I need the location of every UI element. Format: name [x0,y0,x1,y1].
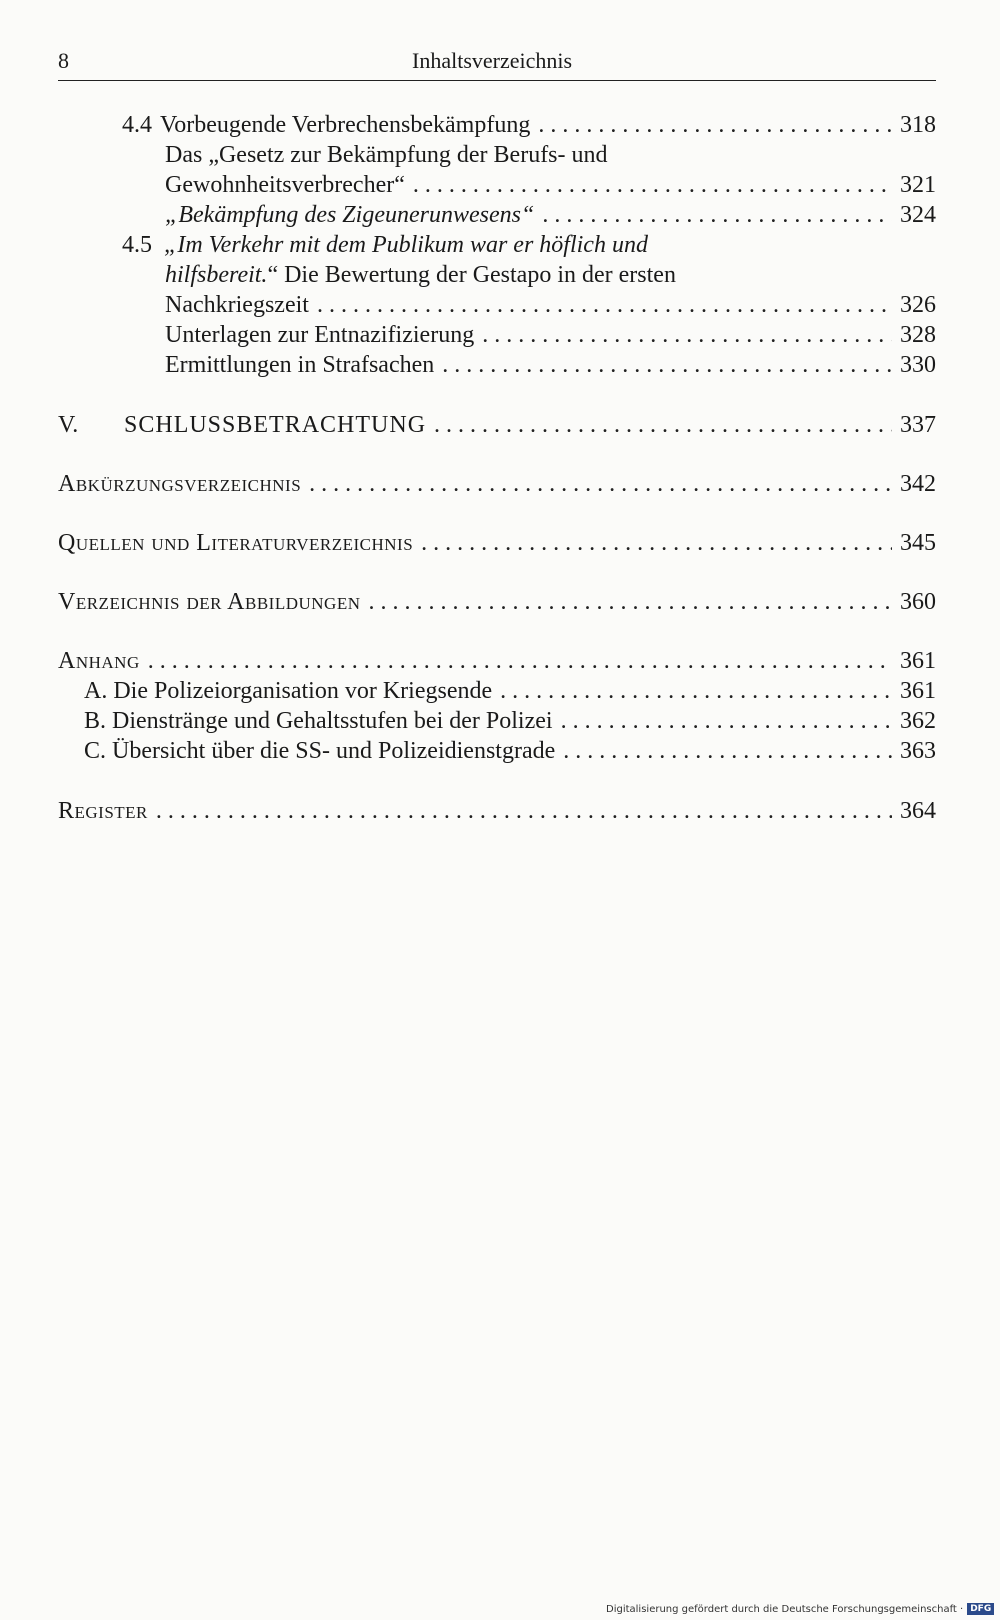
dot-leader [369,587,893,617]
toc-title: Ermittlungen in Strafsachen [165,352,435,378]
toc-entry-4-4a-line1[interactable]: Das „Gesetz zur Bekämpfung der Berufs- und [165,142,608,168]
toc-title: Quellen und Literaturverzeichnis [58,530,414,556]
toc-entry-4-5-line1[interactable] [122,230,648,260]
toc-number: 4.4 [122,112,152,138]
toc-page: 361 [900,648,936,674]
running-title: Inhaltsverzeichnis [412,48,573,73]
toc-number: 4.5 [122,232,152,258]
toc-title: Anhang [58,648,140,674]
toc-entry-abbildungen[interactable] [58,587,936,617]
toc-title: Vorbeugende Verbrechensbekämpfung [160,112,531,138]
toc-page: 324 [900,202,936,228]
toc-title: C. Übersicht über die SS- und Polizeidienstgrade [84,738,556,764]
toc-page: 362 [900,708,936,734]
toc-entry-4-5b[interactable] [165,350,936,380]
toc-page: 337 [900,412,936,438]
toc-title-italic: hilfsbereit. [165,262,268,288]
dot-leader [317,290,892,320]
toc-entry-4-4a[interactable] [165,170,936,200]
page-number: 8 [58,48,69,73]
dot-leader [156,796,892,826]
toc-title: Register [58,798,148,824]
toc-title-rest: “ Die Bewertung der Gestapo in der ersten [267,262,676,288]
toc-page: 328 [900,322,936,348]
toc-page: 318 [900,112,936,138]
toc-entry-register[interactable] [58,796,936,826]
toc-page: 364 [900,798,936,824]
toc-title: Unterlagen zur Entnazifizierung [165,322,475,348]
toc-entry-4-4b[interactable] [165,200,936,230]
toc-entry-4-5a[interactable] [165,320,936,350]
toc-entry-abkuerzungen[interactable] [58,469,936,499]
toc-title: Nachkriegszeit [165,292,309,318]
toc-page: 360 [900,589,936,615]
dot-leader [413,170,892,200]
dot-leader [542,200,892,230]
dot-leader [434,410,892,440]
dot-leader [563,736,892,766]
toc-title: A. Die Polizeiorganisation vor Kriegsende [84,678,493,704]
toc-entry-chapter-v[interactable] [58,410,936,440]
toc-entry-quellen[interactable] [58,528,936,558]
toc-title: Verzeichnis der Abbildungen [58,589,361,615]
toc-entry-anhang-c[interactable] [84,736,936,766]
dot-leader [148,646,892,676]
toc-entry-4-5[interactable] [165,290,936,320]
toc-title: B. Dienstränge und Gehaltsstufen bei der Polizei [84,708,553,734]
dot-leader [442,350,892,380]
toc-title-part: „Im Verkehr mit dem Publikum war er höflich und [164,232,648,258]
toc-page: 361 [900,678,936,704]
toc-page: 321 [900,172,936,198]
footer-text: Digitalisierung gefördert durch die Deutsche Forschungsgemeinschaft · [606,1603,964,1615]
dot-leader [538,110,892,140]
toc-title: SCHLUSSBETRACHTUNG [124,412,427,438]
dfg-logo: DFG [967,1603,994,1615]
toc-title: „Bekämpfung des Zigeunerunwesens“ [165,202,535,228]
dot-leader [421,528,892,558]
toc-entry-4-4[interactable] [122,110,936,140]
dot-leader [482,320,892,350]
toc-entry-anhang[interactable] [58,646,936,676]
toc-page: 326 [900,292,936,318]
toc-page: 363 [900,738,936,764]
toc-entry-4-5-line2[interactable] [165,260,676,290]
digitization-footer [606,1598,1000,1620]
dot-leader [500,676,892,706]
toc-title: Gewohnheitsverbrecher“ [165,172,405,198]
dot-leader [309,469,892,499]
running-header [58,44,936,81]
toc-entry-anhang-b[interactable] [84,706,936,736]
dot-leader [561,706,892,736]
toc-page: 345 [900,530,936,556]
toc-entry-anhang-a[interactable] [84,676,936,706]
toc-page: 342 [900,471,936,497]
toc-page: 330 [900,352,936,378]
toc-number: V. [58,412,79,438]
toc-title: Abkürzungsverzeichnis [58,471,302,497]
